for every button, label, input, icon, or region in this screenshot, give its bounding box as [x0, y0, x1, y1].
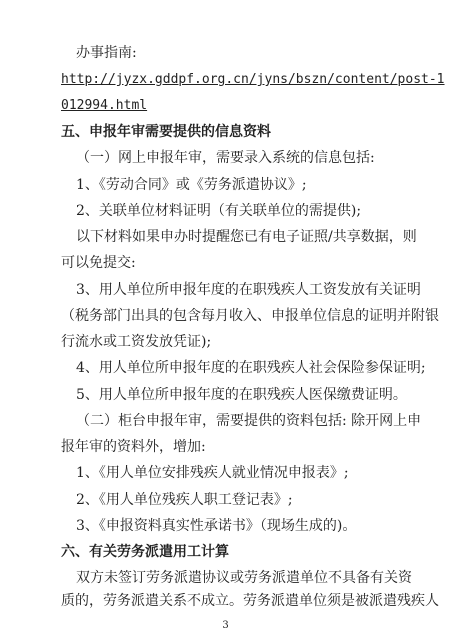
section-heading-6: 六、有关劳务派遣用工计算: [61, 544, 229, 560]
guide-link-line-1[interactable]: http://jyzx.gddpf.org.cn/jyns/bszn/content/post-1: [61, 72, 445, 87]
paragraph-line: 行流水或工资发放凭证);: [61, 334, 212, 350]
page-number: 3: [222, 620, 229, 631]
list-item: 5、用人单位所申报年度的在职残疾人医保缴费证明。: [76, 387, 407, 403]
list-item: 3、用人单位所申报年度的在职残疾人工资发放有关证明: [76, 282, 421, 298]
guide-label: 办事指南:: [76, 45, 137, 61]
list-item: 1、《用人单位安排残疾人就业情况申报表》;: [76, 465, 349, 481]
paragraph-line: 以下材料如果申办时提醒您已有电子证照/共享数据，则: [76, 229, 417, 245]
paragraph-line: 质的，劳务派遣关系不成立。劳务派遣单位须是被派遣残疾人: [61, 593, 439, 609]
list-item: 1、《劳动合同》或《劳务派遣协议》;: [76, 177, 307, 193]
paragraph-line: 可以免提交:: [61, 255, 136, 271]
paragraph-line: 报年审的资料外，增加:: [61, 439, 206, 455]
paragraph-line: （二）柜台申报年审，需要提供的资料包括: 除开网上申: [76, 413, 422, 429]
paragraph-line: （税务部门出具的包含每月收入、申报单位信息的证明并附银: [61, 308, 439, 324]
paragraph-line: 双方未签订劳务派遣协议或劳务派遣单位不具备有关资: [76, 570, 412, 586]
list-item: 3、《申报资料真实性承诺书》（现场生成的)。: [76, 518, 357, 534]
list-item: 2、关联单位材料证明（有关联单位的需提供);: [76, 203, 362, 219]
list-item: 2、《用人单位残疾人职工登记表》;: [76, 492, 293, 508]
guide-link-line-2[interactable]: 012994.html: [61, 98, 148, 113]
section-heading-5: 五、申报年审需要提供的信息资料: [61, 124, 271, 140]
list-item: 4、用人单位所申报年度的在职残疾人社会保险参保证明;: [76, 360, 426, 376]
paragraph-line: （一）网上申报年审，需要录入系统的信息包括:: [76, 150, 375, 166]
